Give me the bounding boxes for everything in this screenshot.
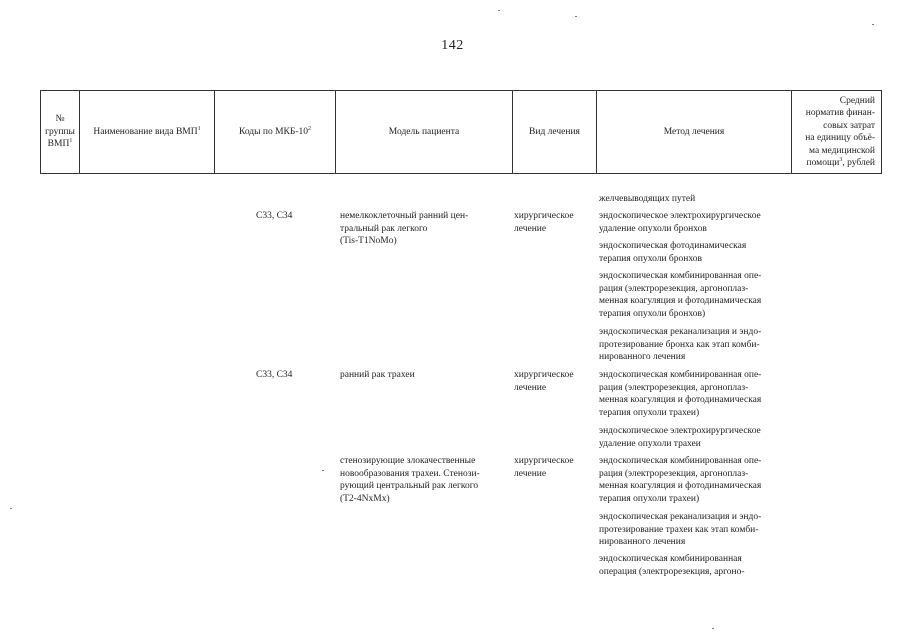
header-vmp-name: Наименование вида ВМП$^1$ — [80, 91, 215, 174]
row-2-treatment-type: хирургическое лечение — [514, 370, 574, 393]
header-cost-norm: Средний норматив финан- совых затрат на единицу объё- ма медицинской помощи$^3$, рублей — [792, 91, 882, 174]
header-group-number: № группы ВМП$^1$ — [41, 91, 80, 174]
header-treatment-type: Вид лечения — [513, 91, 597, 174]
method-item: эндоскопическая фотодинамическая терапия опухоли бронхов — [599, 241, 747, 264]
row-1-patient-model: немелкоклеточный ранний цен- тральный рак легкого (Tis-T1NoMo) — [340, 211, 469, 246]
header-icd-codes: Коды по МКБ-$10^2$ — [215, 91, 336, 174]
method-item: эндоскопическая комбинированная опе- рация (электрорезекция, аргоноплаз- менная коагуляция и фотодинамическая терапия опухоли трахеи) — [599, 456, 762, 504]
method-item: желчевыводящих путей — [599, 194, 696, 204]
method-item: эндоскопическое электрохирургическое удаление опухоли трахеи — [599, 426, 761, 449]
row-1-treatment-type: хирургическое лечение — [514, 211, 574, 234]
header-treatment-method: Метод лечения — [597, 91, 792, 174]
scan-speck — [10, 508, 12, 509]
row-1-codes: C33, C34 — [256, 211, 293, 221]
method-item: эндоскопическая реканализация и эндо- протезирование трахеи как этап комби- нированного лечения — [599, 512, 762, 547]
scan-speck — [322, 470, 324, 471]
table-header — [40, 90, 882, 174]
method-item: эндоскопическая комбинированная опе- рация (электрорезекция, аргоноплаз- менная коагуляция и фотодинамическая терапия опухоли бронхов) — [599, 271, 762, 319]
scan-speck — [872, 24, 874, 25]
row-2-patient-model: ранний рак трахеи — [340, 370, 415, 380]
row-2-codes: C33, C34 — [256, 370, 293, 380]
scan-speck — [498, 10, 500, 11]
method-item: эндоскопическая комбинированная операция (электрорезекция, аргоно- — [599, 554, 745, 577]
method-item: эндоскопическая реканализация и эндо- протезирование бронха как этап комби- нированного лечения — [599, 327, 762, 362]
method-item: эндоскопическая комбинированная опе- рация (электрорезекция, аргоноплаз- менная коагуляция и фотодинамическая терапия опухоли трахеи) — [599, 370, 762, 418]
scan-speck — [575, 16, 577, 17]
row-3-treatment-type: хирургическое лечение — [514, 456, 574, 479]
row-3-patient-model: стенозирующие злокачественные новообразования трахеи. Стенози- рующий центральный рак легкого (T2-4NxMx) — [340, 456, 480, 504]
header-patient-model: Модель пациента — [336, 91, 513, 174]
scan-speck — [712, 628, 714, 629]
page-number: 142 — [441, 38, 464, 53]
method-item: эндоскопическое электрохирургическое удаление опухоли бронхов — [599, 211, 761, 234]
